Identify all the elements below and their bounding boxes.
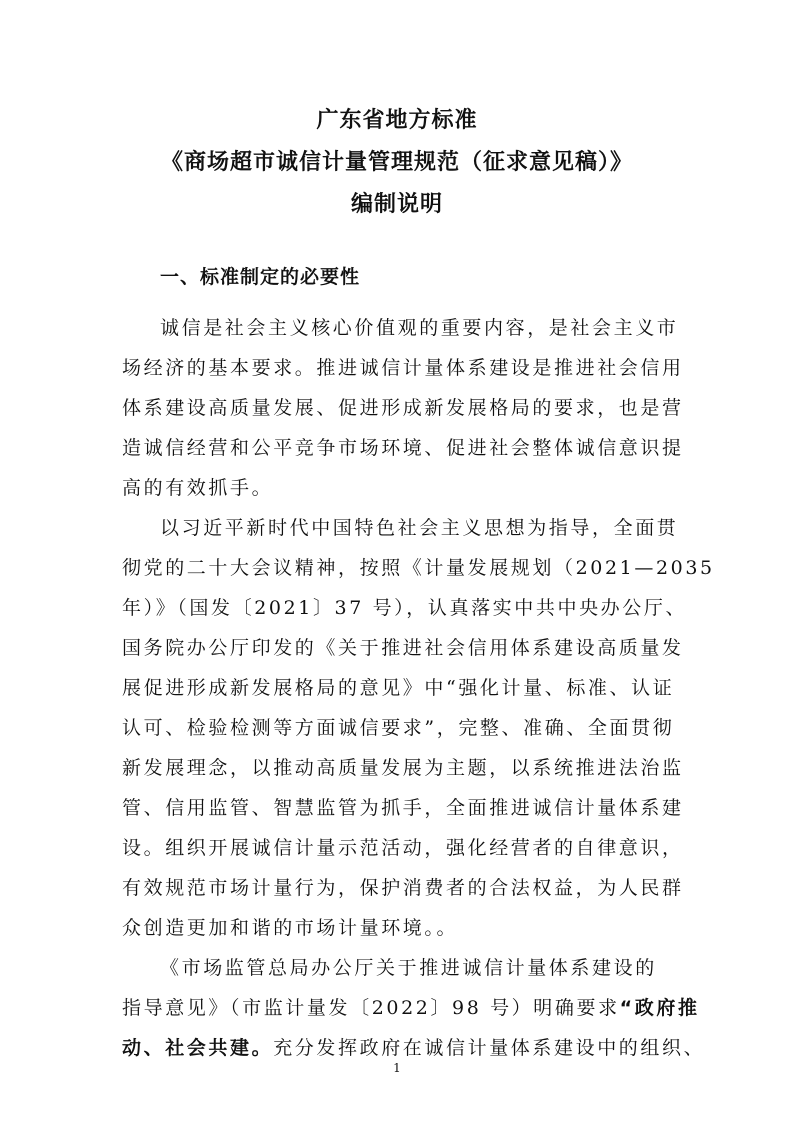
paragraph-3-emphasis: “政府推	[619, 997, 700, 1019]
paragraph-3-line	[122, 1033, 706, 1063]
paragraph-2-line: 众创造更加和谐的市场计量环境。。	[122, 917, 459, 939]
paragraph-2-line: 认可、检验检测等方面诚信要求”，完整、准确、全面贯彻	[122, 717, 675, 739]
paragraph-1-line: 体系建设高质量发展、促进形成新发展格局的要求，也是营	[122, 397, 684, 419]
paragraph-2-line: 彻党的二十大会议精神，按照《计量发展规划（2021—2035	[122, 557, 715, 579]
paragraph-3-line: 《市场监管总局办公厅关于推进诚信计量体系建设的	[160, 957, 657, 979]
section-heading: 一、标准制定的必要性	[160, 266, 361, 288]
paragraph-2-line: 设。组织开展诚信计量示范活动，强化经营者的自律意识，	[122, 837, 684, 859]
paragraph-2-line: 国务院办公厅印发的《关于推进社会信用体系建设高质量发	[122, 637, 684, 659]
paragraph-2-line: 新发展理念，以推动高质量发展为主题，以系统推进法治监	[122, 757, 684, 779]
paragraph-3-text: 充分发挥政府在诚信计量体系建设中的组织、	[273, 1037, 706, 1059]
paragraph-3-line	[122, 993, 700, 1023]
page-number: 1	[393, 1061, 401, 1075]
paragraph-2-line: 以习近平新时代中国特色社会主义思想为指导，全面贯	[160, 517, 679, 539]
paragraph-3-text: 指导意见》（市监计量发〔2022〕98 号）明确要求	[122, 997, 620, 1019]
paragraph-2-line: 年）》（国发〔2021〕37 号），认真落实中共中央办公厅、	[122, 597, 688, 619]
paragraph-1-line: 诚信是社会主义核心价值观的重要内容，是社会主义市	[160, 317, 679, 339]
paragraph-2-line: 展促进形成新发展格局的意见》中“强化计量、标准、认证	[122, 677, 675, 699]
paragraph-1-line: 场经济的基本要求。推进诚信计量体系建设是推进社会信用	[122, 357, 684, 379]
paragraph-1-line: 造诚信经营和公平竞争市场环境、促进社会整体诚信意识提	[122, 437, 684, 459]
paragraph-1-line: 高的有效抓手。	[122, 477, 274, 499]
doc-title-line-3: 编制说明	[350, 192, 443, 217]
paragraph-2-line: 管、信用监管、智慧监管为抓手，全面推进诚信计量体系建	[122, 797, 684, 819]
paragraph-2-line: 有效规范市场计量行为，保护消费者的合法权益，为人民群	[122, 877, 684, 899]
paragraph-3-emphasis: 动、社会共建。	[122, 1037, 274, 1059]
doc-title-line-2: 《商场超市诚信计量管理规范（征求意见稿）》	[160, 150, 633, 175]
doc-title-line-1: 广东省地方标准	[316, 108, 478, 133]
